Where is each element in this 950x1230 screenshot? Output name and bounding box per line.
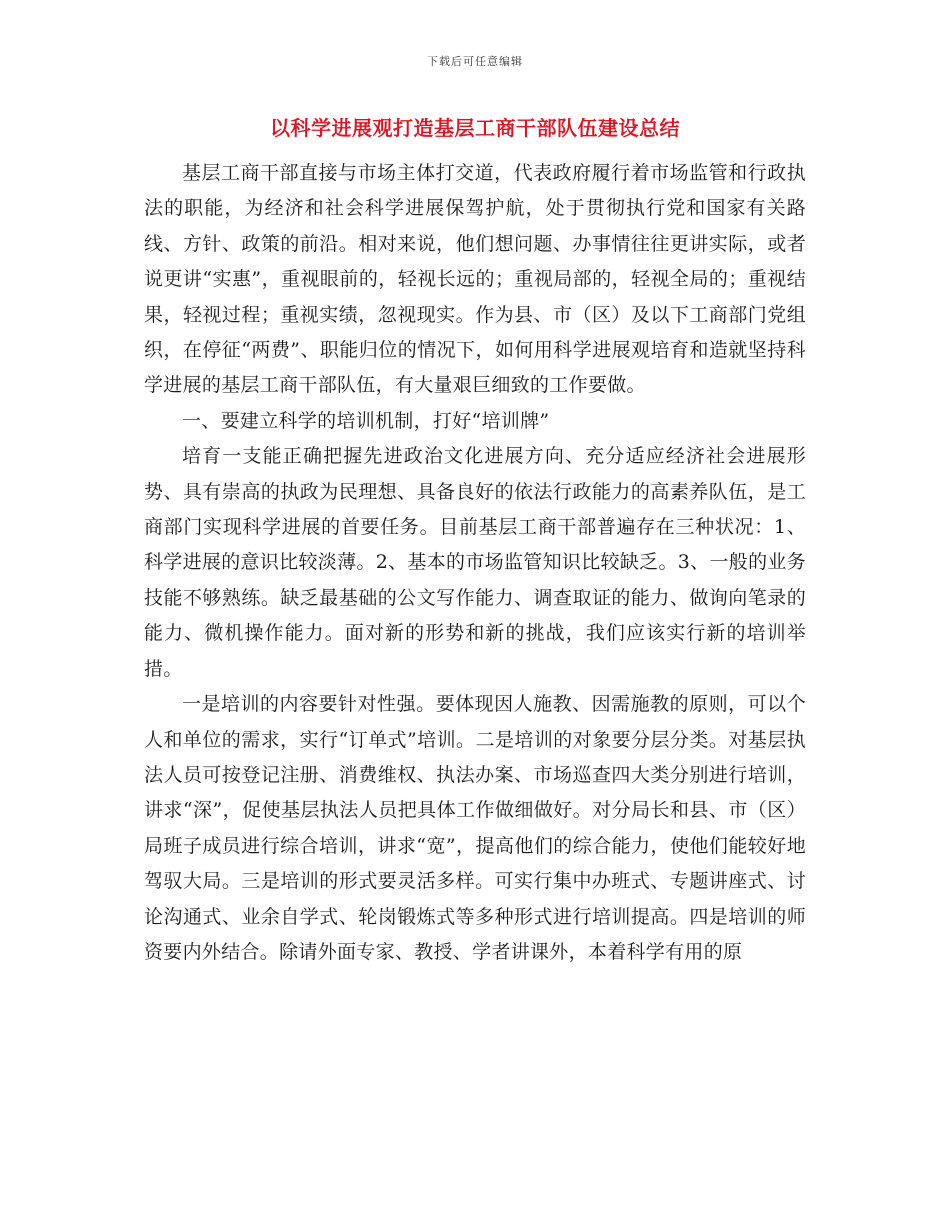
paragraph-training-goal: 培育一支能正确把握先进政治文化进展方向、充分适应经济社会进展形势、具有崇高的执政为民理想、具备良好的依法行政能力的高素养队伍，是工商部门实现科学进展的首要任务。目前基层工商干部普遍存在三种状况：1、科学进展的意识比较淡薄。2、基本的市场监管知识比较缺乏。3、一般的业务技能不够熟练。缺乏最基础的公文写作能力、调查取证的能力、做询向笔录的能力、微机操作能力。面对新的形势和新的挑战，我们应该实行新的培训举措。: [144, 445, 806, 680]
document-title: 以科学进展观打造基层工商干部队伍建设总结: [270, 116, 680, 140]
header-note: 下载后可任意编辑: [427, 55, 523, 68]
paragraph-training-measures: 一是培训的内容要针对性强。要体现因人施教、因需施教的原则，可以个人和单位的需求，实行“订单式”培训。二是培训的对象要分层分类。对基层执法人员可按登记注册、消费维权、执法办案、市场巡查四大类分别进行培训，讲求“深”，促使基层执法人员把具体工作做细做好。对分局长和县、市（区）局班子成员进行综合培训，讲求“宽”，提高他们的综合能力，使他们能较好地驾驭大局。三是培训的形式要灵活多样。可实行集中办班式、专题讲座式、讨论沟通式、业余自学式、轮岗锻炼式等多种形式进行培训提高。四是培训的师资要内外结合。除请外面专家、教授、学者讲课外，本着科学有用的原: [144, 693, 806, 963]
document-body: [144, 156, 806, 970]
paragraph-intro: 基层工商干部直接与市场主体打交道，代表政府履行着市场监管和行政执法的职能，为经济和社会科学进展保驾护航，处于贯彻执行党和国家有关路线、方针、政策的前沿。相对来说，他们想问题、办事情往往更讲实际，或者说更讲“实惠”，重视眼前的，轻视长远的；重视局部的，轻视全局的；重视结果，轻视过程；重视实绩，忽视现实。作为县、市（区）及以下工商部门党组织，在停征“两费”、职能归位的情况下，如何用科学进展观培育和造就坚持科学进展的基层工商干部队伍，有大量艰巨细致的工作要做。: [144, 162, 806, 397]
section-heading-1: 一、要建立科学的培训机制，打好“培训牌”: [182, 409, 550, 432]
